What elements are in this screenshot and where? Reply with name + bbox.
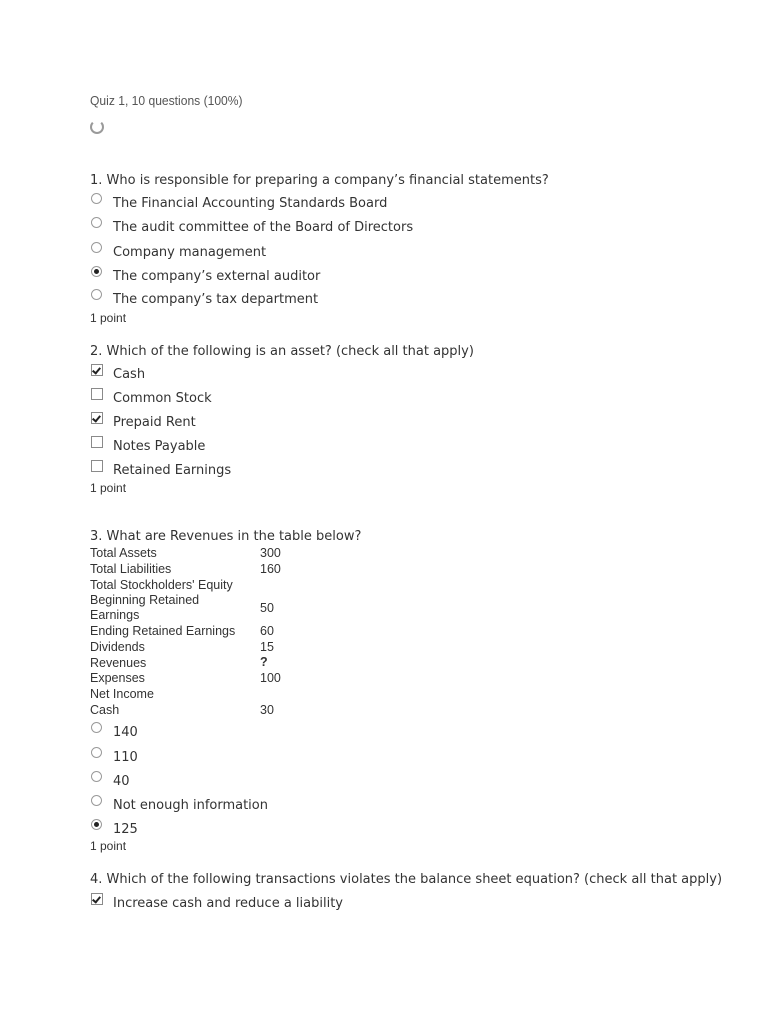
question-4-text: 4. Which of the following transactions violates the balance sheet equation? (check all that apply) — [90, 872, 723, 887]
table-label: Total Stockholders' Equity — [90, 578, 233, 592]
table-value: 15 — [260, 640, 274, 654]
option-label: The Financial Accounting Standards Board — [113, 196, 388, 211]
table-value: 30 — [260, 703, 274, 717]
option-label: 140 — [113, 725, 138, 740]
radio-button-icon[interactable] — [91, 217, 102, 228]
option-label: Not enough information — [113, 798, 268, 813]
question-1-text: 1. Who is responsible for preparing a company’s financial statements? — [90, 173, 549, 188]
option-label: Increase cash and reduce a liability — [113, 896, 343, 911]
table-value: 100 — [260, 671, 281, 685]
option-label: Notes Payable — [113, 439, 206, 454]
checkbox-icon[interactable] — [91, 412, 103, 424]
option-label: Cash — [113, 367, 146, 382]
option-label: 40 — [113, 774, 130, 789]
table-label: Total Liabilities — [90, 562, 172, 576]
checkbox-icon[interactable] — [91, 388, 103, 400]
checkbox-icon[interactable] — [91, 364, 103, 376]
option-label: The audit committee of the Board of Directors — [113, 220, 414, 235]
checkbox-icon[interactable] — [91, 436, 103, 448]
checkbox-icon[interactable] — [91, 893, 103, 905]
quiz-title: Quiz 1, 10 questions (100%) — [90, 93, 243, 108]
table-value: 60 — [260, 624, 274, 638]
table-label: Beginning Retained Earnings — [90, 593, 200, 622]
option-label: Common Stock — [113, 391, 212, 406]
option-label: The company’s external auditor — [113, 269, 321, 284]
loading-spinner-icon — [90, 120, 104, 134]
radio-button-icon[interactable] — [91, 242, 102, 253]
q2-points: 1 point — [90, 481, 127, 495]
table-label: Net Income — [90, 687, 154, 701]
radio-button-icon[interactable] — [91, 722, 102, 733]
table-value: 300 — [260, 546, 281, 560]
q3-points: 1 point — [90, 839, 127, 853]
checkbox-icon[interactable] — [91, 460, 103, 472]
option-label: 110 — [113, 750, 138, 765]
option-label: Prepaid Rent — [113, 415, 196, 430]
table-label: Dividends — [90, 640, 145, 654]
question-3-text: 3. What are Revenues in the table below? — [90, 529, 362, 544]
table-label: Total Assets — [90, 546, 157, 560]
table-label: Revenues — [90, 656, 147, 670]
q1-points: 1 point — [90, 311, 127, 325]
table-value: 50 — [260, 601, 274, 615]
option-label: 125 — [113, 822, 138, 837]
table-value: ? — [260, 655, 268, 669]
option-label: The company’s tax department — [113, 292, 319, 307]
radio-button-icon[interactable] — [91, 266, 102, 277]
radio-button-icon[interactable] — [91, 289, 102, 300]
question-2-text: 2. Which of the following is an asset? (check all that apply) — [90, 344, 474, 359]
table-label: Cash — [90, 703, 120, 717]
radio-button-icon[interactable] — [91, 795, 102, 806]
radio-button-icon[interactable] — [91, 747, 102, 758]
option-label: Company management — [113, 245, 267, 260]
option-label: Retained Earnings — [113, 463, 232, 478]
radio-button-icon[interactable] — [91, 819, 102, 830]
table-label: Expenses — [90, 671, 145, 685]
table-label: Ending Retained Earnings — [90, 624, 236, 638]
radio-button-icon[interactable] — [91, 771, 102, 782]
radio-button-icon[interactable] — [91, 193, 102, 204]
table-value: 160 — [260, 562, 281, 576]
